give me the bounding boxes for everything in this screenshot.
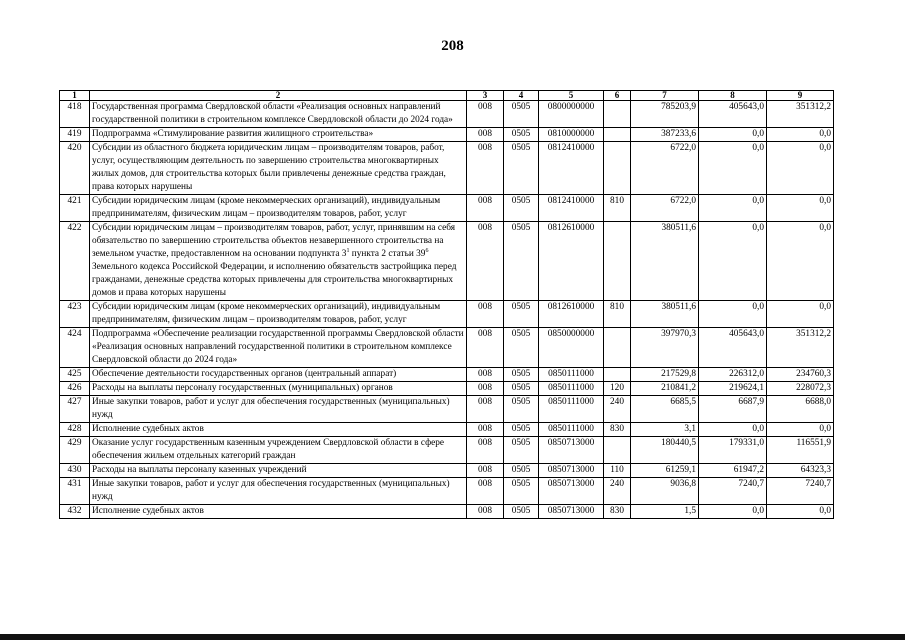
cell-v7: 380511,6 bbox=[631, 222, 699, 301]
cell-v8: 405643,0 bbox=[699, 328, 767, 368]
cell-c6 bbox=[604, 142, 631, 195]
cell-c3: 008 bbox=[467, 437, 504, 464]
cell-v7: 380511,6 bbox=[631, 301, 699, 328]
cell-n: 429 bbox=[60, 437, 90, 464]
cell-name: Расходы на выплаты персоналу государственных (муниципальных) органов bbox=[90, 382, 467, 396]
cell-c3: 008 bbox=[467, 222, 504, 301]
cell-c5: 0850111000 bbox=[539, 368, 604, 382]
header-col-1: 1 bbox=[60, 91, 90, 101]
cell-v8: 6687,9 bbox=[699, 396, 767, 423]
table-row bbox=[60, 396, 834, 423]
cell-n: 419 bbox=[60, 128, 90, 142]
text-fragment: пункта 2 статьи 39 bbox=[349, 249, 426, 259]
cell-v7: 210841,2 bbox=[631, 382, 699, 396]
cell-v9: 0,0 bbox=[767, 423, 834, 437]
cell-n: 427 bbox=[60, 396, 90, 423]
cell-v8: 219624,1 bbox=[699, 382, 767, 396]
cell-c4: 0505 bbox=[504, 222, 539, 301]
cell-n: 423 bbox=[60, 301, 90, 328]
cell-c6: 810 bbox=[604, 301, 631, 328]
cell-v8: 61947,2 bbox=[699, 464, 767, 478]
cell-name: Подпрограмма «Обеспечение реализации государственной программы Свердловской области «Реализация основных направлений государственной политики в строительном комплексе Свердловской области до 2024 года» bbox=[90, 328, 467, 368]
cell-n: 418 bbox=[60, 101, 90, 128]
cell-c3: 008 bbox=[467, 328, 504, 368]
cell-name: Обеспечение деятельности государственных органов (центральный аппарат) bbox=[90, 368, 467, 382]
header-col-8: 8 bbox=[699, 91, 767, 101]
cell-c5: 0850713000 bbox=[539, 437, 604, 464]
cell-name: Иные закупки товаров, работ и услуг для обеспечения государственных (муниципальных) нужд bbox=[90, 396, 467, 423]
text-fragment: Земельного кодекса Российской Федерации, и исполнению обязательств застройщика перед гражданами, денежные средства которых привлечены для строительства многоквартирных домов и права которых нарушены bbox=[92, 262, 457, 298]
table-row bbox=[60, 328, 834, 368]
cell-c4: 0505 bbox=[504, 382, 539, 396]
cell-c5: 0812410000 bbox=[539, 195, 604, 222]
cell-c5: 0850111000 bbox=[539, 396, 604, 423]
cell-c3: 008 bbox=[467, 368, 504, 382]
header-col-5: 5 bbox=[539, 91, 604, 101]
table-row bbox=[60, 222, 834, 301]
cell-v9: 6688,0 bbox=[767, 396, 834, 423]
cell-c6: 110 bbox=[604, 464, 631, 478]
table-row bbox=[60, 423, 834, 437]
cell-c5: 0812610000 bbox=[539, 222, 604, 301]
cell-c4: 0505 bbox=[504, 464, 539, 478]
cell-c4: 0505 bbox=[504, 423, 539, 437]
cell-v9: 0,0 bbox=[767, 142, 834, 195]
table-row bbox=[60, 101, 834, 128]
cell-c3: 008 bbox=[467, 301, 504, 328]
header-col-7: 7 bbox=[631, 91, 699, 101]
cell-v7: 61259,1 bbox=[631, 464, 699, 478]
cell-v8: 0,0 bbox=[699, 195, 767, 222]
cell-c6 bbox=[604, 101, 631, 128]
cell-c4: 0505 bbox=[504, 128, 539, 142]
cell-c5: 0850000000 bbox=[539, 328, 604, 368]
cell-c6: 830 bbox=[604, 423, 631, 437]
cell-c6: 830 bbox=[604, 505, 631, 519]
cell-v7: 217529,8 bbox=[631, 368, 699, 382]
cell-v7: 9036,8 bbox=[631, 478, 699, 505]
cell-v7: 180440,5 bbox=[631, 437, 699, 464]
cell-v8: 179331,0 bbox=[699, 437, 767, 464]
cell-c6 bbox=[604, 222, 631, 301]
cell-name: Исполнение судебных актов bbox=[90, 423, 467, 437]
cell-c3: 008 bbox=[467, 423, 504, 437]
table-row bbox=[60, 301, 834, 328]
cell-n: 431 bbox=[60, 478, 90, 505]
cell-v7: 785203,9 bbox=[631, 101, 699, 128]
cell-v9: 0,0 bbox=[767, 222, 834, 301]
cell-c6 bbox=[604, 328, 631, 368]
cell-v8: 0,0 bbox=[699, 423, 767, 437]
cell-c5: 0812410000 bbox=[539, 142, 604, 195]
cell-name: Оказание услуг государственным казенным учреждением Свердловской области в сфере обеспечения жильем отдельных категорий граждан bbox=[90, 437, 467, 464]
cell-n: 424 bbox=[60, 328, 90, 368]
cell-c6 bbox=[604, 368, 631, 382]
cell-v7: 3,1 bbox=[631, 423, 699, 437]
cell-name: Субсидии юридическим лицам (кроме некоммерческих организаций), индивидуальным предпринимателям, физическим лицам – производителям товаров, работ, услуг bbox=[90, 301, 467, 328]
scan-border bbox=[0, 634, 905, 640]
cell-v9: 0,0 bbox=[767, 505, 834, 519]
cell-c3: 008 bbox=[467, 382, 504, 396]
cell-c4: 0505 bbox=[504, 478, 539, 505]
cell-v9: 0,0 bbox=[767, 301, 834, 328]
cell-v8: 0,0 bbox=[699, 128, 767, 142]
cell-name: Иные закупки товаров, работ и услуг для обеспечения государственных (муниципальных) нужд bbox=[90, 478, 467, 505]
cell-v8: 0,0 bbox=[699, 142, 767, 195]
cell-v8: 0,0 bbox=[699, 505, 767, 519]
cell-v9: 7240,7 bbox=[767, 478, 834, 505]
table-row bbox=[60, 382, 834, 396]
page-number: 208 bbox=[441, 38, 464, 54]
cell-n: 430 bbox=[60, 464, 90, 478]
cell-c6: 120 bbox=[604, 382, 631, 396]
table-row bbox=[60, 505, 834, 519]
table-row bbox=[60, 437, 834, 464]
cell-v9: 351312,2 bbox=[767, 328, 834, 368]
cell-c4: 0505 bbox=[504, 505, 539, 519]
header-col-3: 3 bbox=[467, 91, 504, 101]
cell-c3: 008 bbox=[467, 505, 504, 519]
cell-v7: 1,5 bbox=[631, 505, 699, 519]
cell-n: 420 bbox=[60, 142, 90, 195]
cell-c5: 0850713000 bbox=[539, 505, 604, 519]
cell-c5: 0810000000 bbox=[539, 128, 604, 142]
table-row bbox=[60, 464, 834, 478]
cell-c3: 008 bbox=[467, 195, 504, 222]
cell-c6 bbox=[604, 437, 631, 464]
cell-v7: 6685,5 bbox=[631, 396, 699, 423]
cell-n: 426 bbox=[60, 382, 90, 396]
header-col-6: 6 bbox=[604, 91, 631, 101]
cell-c6: 240 bbox=[604, 478, 631, 505]
cell-c4: 0505 bbox=[504, 142, 539, 195]
cell-name bbox=[90, 222, 467, 301]
cell-c3: 008 bbox=[467, 396, 504, 423]
cell-n: 425 bbox=[60, 368, 90, 382]
cell-v7: 387233,6 bbox=[631, 128, 699, 142]
table-row bbox=[60, 142, 834, 195]
cell-c4: 0505 bbox=[504, 368, 539, 382]
cell-n: 428 bbox=[60, 423, 90, 437]
cell-c3: 008 bbox=[467, 464, 504, 478]
cell-c6: 810 bbox=[604, 195, 631, 222]
cell-v7: 397970,3 bbox=[631, 328, 699, 368]
header-col-9: 9 bbox=[767, 91, 834, 101]
cell-name: Субсидии из областного бюджета юридическим лицам – производителям товаров, работ, услуг, осуществляющим деятельность по завершению строительства многоквартирных жилых домов, для строительства которых были привлечены денежные средства граждан, права которых нарушены bbox=[90, 142, 467, 195]
cell-v8: 0,0 bbox=[699, 301, 767, 328]
cell-c3: 008 bbox=[467, 478, 504, 505]
cell-c5: 0850111000 bbox=[539, 423, 604, 437]
cell-name: Подпрограмма «Стимулирование развития жилищного строительства» bbox=[90, 128, 467, 142]
cell-c6 bbox=[604, 128, 631, 142]
header-col-2: 2 bbox=[90, 91, 467, 101]
cell-c3: 008 bbox=[467, 142, 504, 195]
cell-c6: 240 bbox=[604, 396, 631, 423]
cell-c4: 0505 bbox=[504, 437, 539, 464]
cell-c4: 0505 bbox=[504, 301, 539, 328]
cell-v9: 0,0 bbox=[767, 128, 834, 142]
text-fragment: Субсидии юридическим лицам – производителям товаров, работ, услуг, принявшим на себя обязательство по завершению строительства объектов незавершенного строительства на земельном участке, предоставленном на основании подпункта 3 bbox=[92, 223, 455, 259]
cell-v8: 0,0 bbox=[699, 222, 767, 301]
cell-c5: 0850111000 bbox=[539, 382, 604, 396]
cell-name: Субсидии юридическим лицам (кроме некоммерческих организаций), индивидуальным предпринимателям, физическим лицам – производителям товаров, работ, услуг bbox=[90, 195, 467, 222]
cell-n: 421 bbox=[60, 195, 90, 222]
table-row bbox=[60, 368, 834, 382]
cell-v8: 226312,0 bbox=[699, 368, 767, 382]
cell-c4: 0505 bbox=[504, 328, 539, 368]
cell-c5: 0812610000 bbox=[539, 301, 604, 328]
cell-v8: 7240,7 bbox=[699, 478, 767, 505]
cell-c4: 0505 bbox=[504, 396, 539, 423]
cell-n: 422 bbox=[60, 222, 90, 301]
cell-v9: 116551,9 bbox=[767, 437, 834, 464]
cell-n: 432 bbox=[60, 505, 90, 519]
cell-c3: 008 bbox=[467, 128, 504, 142]
cell-v7: 6722,0 bbox=[631, 142, 699, 195]
cell-name: Исполнение судебных актов bbox=[90, 505, 467, 519]
cell-c3: 008 bbox=[467, 101, 504, 128]
table-body bbox=[60, 101, 834, 519]
header-col-4: 4 bbox=[504, 91, 539, 101]
cell-c5: 0850713000 bbox=[539, 478, 604, 505]
superscript: 1 bbox=[346, 247, 350, 254]
header-row bbox=[60, 91, 834, 101]
cell-c5: 0850713000 bbox=[539, 464, 604, 478]
cell-name: Расходы на выплаты персоналу казенных учреждений bbox=[90, 464, 467, 478]
budget-table bbox=[59, 90, 834, 519]
cell-v8: 405643,0 bbox=[699, 101, 767, 128]
cell-c4: 0505 bbox=[504, 195, 539, 222]
cell-v9: 0,0 bbox=[767, 195, 834, 222]
cell-v9: 351312,2 bbox=[767, 101, 834, 128]
cell-v9: 228072,3 bbox=[767, 382, 834, 396]
cell-v9: 234760,3 bbox=[767, 368, 834, 382]
table-row bbox=[60, 195, 834, 222]
cell-v7: 6722,0 bbox=[631, 195, 699, 222]
cell-c4: 0505 bbox=[504, 101, 539, 128]
table-row bbox=[60, 128, 834, 142]
cell-v9: 64323,3 bbox=[767, 464, 834, 478]
table-row bbox=[60, 478, 834, 505]
cell-c5: 0800000000 bbox=[539, 101, 604, 128]
cell-name: Государственная программа Свердловской области «Реализация основных направлений государственной политики в строительном комплексе Свердловской области до 2024 года» bbox=[90, 101, 467, 128]
superscript: 6 bbox=[425, 247, 429, 254]
